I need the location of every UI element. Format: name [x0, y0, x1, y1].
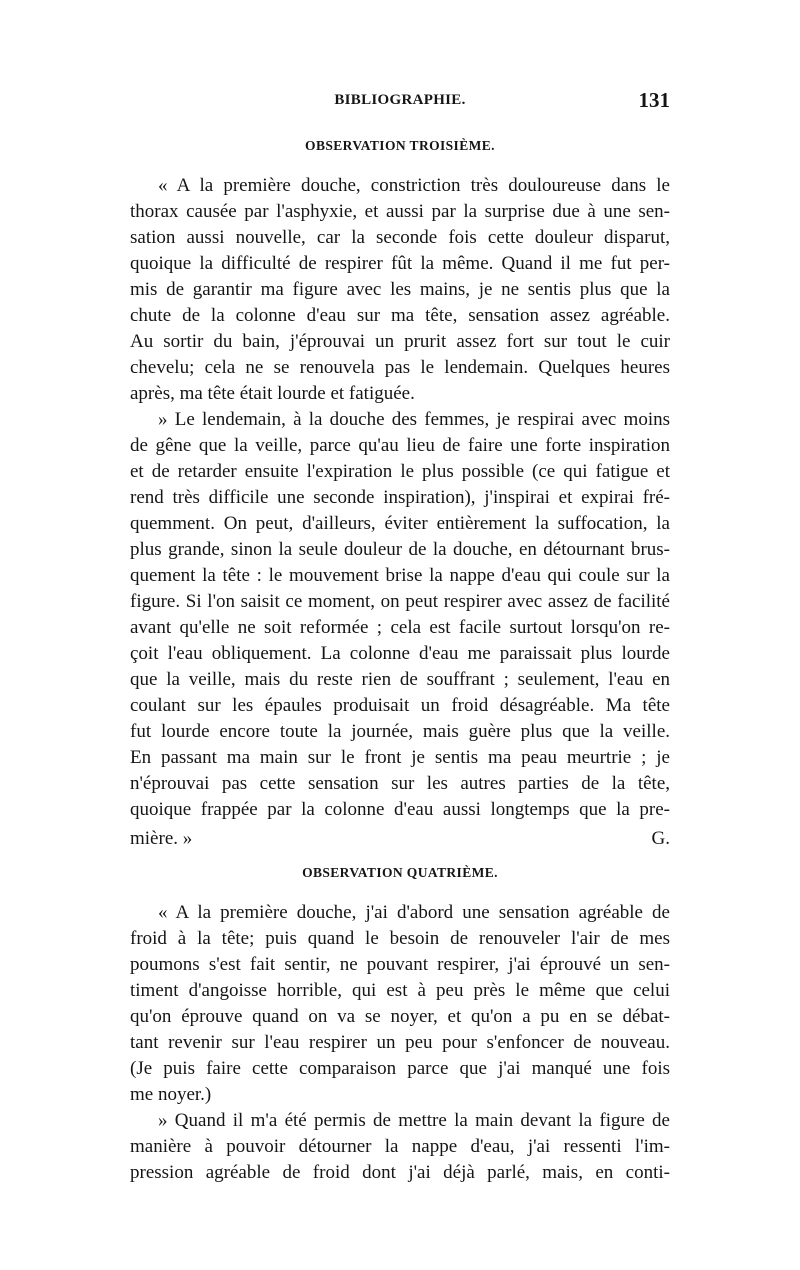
text-line: » Le lendemain, à la douche des femmes, je respirai avec moins	[158, 409, 670, 430]
text-line: que la veille, mais du reste rien de souffrant ; seulement, l'eau en	[130, 669, 670, 690]
text-line: poumons s'est fait sentir, ne pouvant respirer, j'ai éprouvé un sen-	[130, 954, 670, 975]
text-line: tant revenir sur l'eau respirer un peu pour s'enfoncer de nouveau.	[130, 1032, 670, 1053]
text-line: n'éprouvai pas cette sensation sur les autres parties de la tête,	[130, 773, 670, 794]
text-line: quoique la difficulté de respirer fût la même. Quand il me fut per-	[130, 253, 670, 274]
text-line: manière à pouvoir détourner la nappe d'eau, j'ai ressenti l'im-	[130, 1136, 670, 1157]
text-line: « A la première douche, constriction très douloureuse dans le	[158, 175, 670, 196]
text-line: sation aussi nouvelle, car la seconde fois cette douleur disparut,	[130, 227, 670, 248]
text-line: qu'on éprouve quand on va se noyer, et qu'on a pu en se débat-	[130, 1006, 670, 1027]
text-line: figure. Si l'on saisit ce moment, on peut respirer avec assez de facilité	[130, 591, 670, 612]
text-line: avant qu'elle ne soit reformée ; cela est facile surtout lorsqu'on re-	[130, 617, 670, 638]
text-line: quement la tête : le mouvement brise la nappe d'eau qui coule sur la	[130, 565, 670, 586]
text-line: Au sortir du bain, j'éprouvai un prurit assez fort sur tout le cuir	[130, 331, 670, 352]
text-line: (Je puis faire cette comparaison parce que j'ai manqué une fois	[130, 1058, 670, 1079]
section-heading: OBSERVATION TROISIÈME.	[305, 138, 495, 153]
text-line: après, ma tête était lourde et fatiguée.	[130, 383, 415, 404]
text-line: timent d'angoisse horrible, qui est à peu près le même que celui	[130, 980, 670, 1001]
page-header	[130, 88, 670, 116]
text-line: fut lourde encore toute la journée, mais guère plus que la veille.	[130, 721, 670, 742]
text-line: plus grande, sinon la seule douleur de la douche, en détournant brus-	[130, 539, 670, 560]
text-line: chute de la colonne d'eau sur ma tête, sensation assez agréable.	[130, 305, 670, 326]
section-heading: OBSERVATION QUATRIÈME.	[302, 865, 498, 880]
text-line: froid à la tête; puis quand le besoin de renouveler l'air de mes	[130, 928, 670, 949]
text-line: rend très difficile une seconde inspiration), j'inspirai et expirai fré-	[130, 487, 670, 508]
text-line: coulant sur les épaules produisait un froid désagréable. Ma tête	[130, 695, 670, 716]
text-line: çoit l'eau obliquement. La colonne d'eau me paraissait plus lourde	[130, 643, 670, 664]
text-line: En passant ma main sur le front je sentis ma peau meurtrie ; je	[130, 747, 670, 768]
text-line: et de retarder ensuite l'expiration le plus possible (ce qui fatigue et	[130, 461, 670, 482]
text-line: quoique frappée par la colonne d'eau aussi longtemps que la pre-	[130, 799, 670, 820]
text-line: mière. »	[130, 828, 193, 849]
text-line: me noyer.)	[130, 1084, 212, 1105]
text-line: » Quand il m'a été permis de mettre la main devant la figure de	[158, 1110, 670, 1131]
text-line: mis de garantir ma figure avec les mains, je ne sentis plus que la	[130, 279, 670, 300]
text-line: pression agréable de froid dont j'ai déjà parlé, mais, en conti-	[130, 1162, 670, 1183]
text-line: thorax causée par l'asphyxie, et aussi par la surprise due à une sen-	[130, 201, 670, 222]
text-line: « A la première douche, j'ai d'abord une sensation agréable de	[158, 902, 670, 923]
author-signature: G.	[651, 828, 670, 849]
text-line-with-signature	[130, 826, 670, 852]
text-line: de gêne que la veille, parce qu'au lieu de faire une forte inspiration	[130, 435, 670, 456]
page-number: 131	[638, 88, 670, 112]
text-line: chevelu; cela ne se renouvela pas le lendemain. Quelques heures	[130, 357, 670, 378]
running-head: BIBLIOGRAPHIE.	[334, 92, 466, 108]
text-line: quemment. On peut, d'ailleurs, éviter entièrement la suffocation, la	[130, 513, 670, 534]
